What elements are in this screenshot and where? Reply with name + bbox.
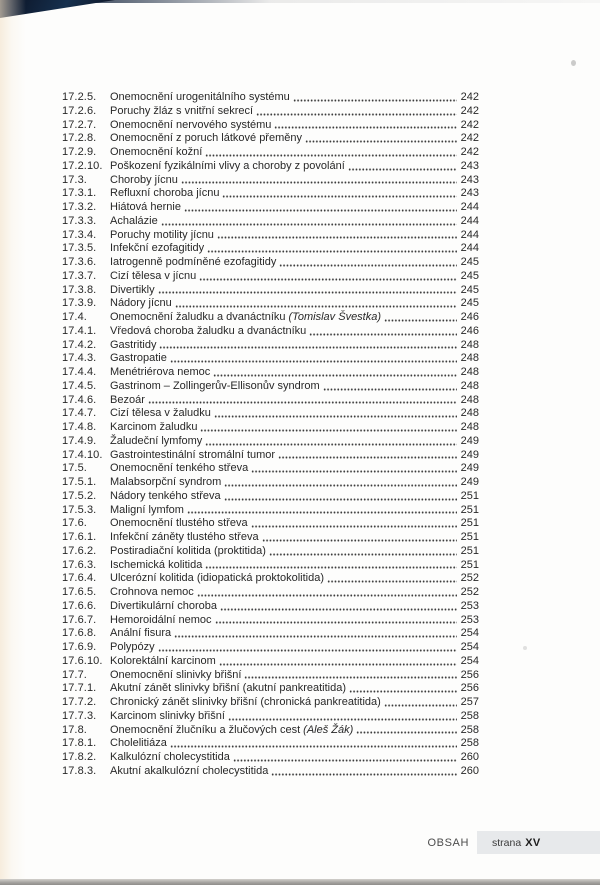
dot-leader	[174, 635, 457, 638]
toc-entry-number: 17.4.1.	[62, 324, 97, 337]
toc-entry	[62, 380, 479, 394]
toc-entry	[62, 407, 479, 421]
toc-entry-page: 245	[460, 269, 479, 282]
toc-entry-page: 244	[460, 242, 479, 255]
toc-entry-number: 17.6.2.	[62, 544, 97, 557]
scan-speck	[523, 646, 527, 650]
toc-entry-number: 17.4.7.	[62, 407, 97, 420]
toc-entry-number: 17.6.6.	[62, 599, 97, 612]
toc-entry	[62, 215, 479, 229]
toc-entry-page: 242	[460, 132, 479, 145]
toc-entry-number: 17.3.8.	[62, 283, 97, 296]
toc-entry-page: 253	[460, 599, 479, 612]
toc-entry-page: 248	[460, 393, 479, 406]
toc-entry-page: 248	[460, 407, 479, 420]
toc-entry-title: Iatrogenně podmíněné ezofagitidy	[110, 256, 277, 268]
toc-entry-number: 17.7.1.	[62, 682, 97, 695]
dot-leader	[323, 388, 457, 391]
toc-entry	[62, 586, 479, 600]
toc-entry	[62, 242, 479, 256]
toc-entry-page: 245	[460, 297, 479, 310]
toc-entry-page: 246	[460, 311, 479, 323]
toc-entry-page: 244	[460, 214, 479, 227]
toc-entry-title: Akutní akalkulózní cholecystitida	[110, 764, 269, 777]
toc-entry	[62, 737, 479, 751]
footer-page-word: strana	[492, 836, 522, 849]
toc-entry-page: 251	[460, 531, 479, 543]
toc-entry-page: 248	[460, 352, 479, 365]
dot-leader	[217, 236, 457, 239]
toc-entry-title: Onemocnění slinivky břišní	[110, 668, 242, 681]
dot-leader	[220, 608, 457, 611]
toc-entry-number: 17.4.9.	[62, 434, 97, 447]
toc-entry-title: Gastritidy	[110, 338, 157, 351]
toc-entry-page: 252	[460, 586, 479, 598]
toc-entry-page: 251	[460, 517, 479, 530]
toc-entry-page: 249	[460, 462, 479, 475]
toc-entry	[62, 394, 479, 408]
dot-leader	[271, 773, 457, 776]
toc-entry-number: 17.6.1.	[62, 531, 97, 543]
dot-leader	[159, 346, 457, 349]
toc-entry-number: 17.4.2.	[62, 338, 97, 351]
dot-leader	[244, 676, 457, 679]
dot-leader	[158, 291, 457, 294]
toc-entry-number: 17.4.10.	[62, 448, 103, 461]
toc-entry-title: Poškození fyzikálními vlivy a choroby z povolání	[110, 159, 345, 172]
toc-entry-title: Achalázie	[110, 214, 158, 227]
dot-leader	[293, 99, 457, 102]
toc-entry-number: 17.8.2.	[62, 751, 97, 763]
dot-leader	[222, 195, 457, 198]
toc-entry-title: Bezoár	[110, 393, 145, 406]
toc-entry-number: 17.3.4.	[62, 228, 97, 241]
toc-entry-title: Žaludeční lymfomy	[110, 434, 203, 447]
toc-entry-page: 251	[460, 489, 479, 502]
dot-leader	[228, 718, 457, 721]
toc-entry-number: 17.3.2.	[62, 201, 97, 213]
toc-entry	[62, 682, 479, 696]
toc-entry-page: 251	[460, 558, 479, 571]
toc-entry-page: 242	[460, 146, 479, 158]
dot-leader	[274, 126, 457, 129]
toc-entry-number: 17.4.4.	[62, 366, 97, 378]
toc-entry-page: 244	[460, 228, 479, 241]
dot-leader	[199, 278, 457, 281]
dot-leader	[233, 759, 457, 762]
toc-entry-page: 242	[460, 104, 479, 117]
toc-entry-page: 248	[460, 379, 479, 392]
toc-entry-page: 246	[460, 324, 479, 337]
toc-entry-title: Chronický zánět slinivky břišní (chronická pankreatitida)	[110, 696, 381, 708]
dot-leader	[251, 525, 457, 528]
toc-entry-number: 17.5.2.	[62, 489, 97, 502]
toc-entry	[62, 146, 479, 160]
toc-entry-number: 17.6.4.	[62, 572, 97, 585]
dot-leader	[251, 470, 457, 473]
toc-entry-title: Ulcerózní kolitida (idiopatická proktokolitida)	[110, 572, 324, 585]
toc-entry-title: Kalkulózní cholecystitida	[110, 751, 230, 763]
toc-entry-page: 252	[460, 572, 479, 585]
toc-entry-title: Infekční ezofagitidy	[110, 242, 205, 255]
dot-leader	[262, 539, 457, 542]
toc-entry	[62, 765, 479, 779]
toc-entry-page: 245	[460, 283, 479, 296]
page-left-edge-tint	[0, 0, 26, 885]
toc-entry-title: Postiradiační kolitida (proktitida)	[110, 544, 266, 557]
toc-entry-title: Menétriérova nemoc	[110, 366, 211, 378]
toc-entry	[62, 132, 479, 146]
dot-leader	[205, 154, 457, 157]
toc-entry-title: Karcinom žaludku	[110, 421, 198, 433]
toc-entry-number: 17.8.1.	[62, 737, 97, 750]
toc-entry-number: 17.3.3.	[62, 214, 97, 227]
toc-entry-author: (Tomislav Švestka)	[288, 311, 382, 323]
toc-entry-page: 254	[460, 654, 479, 667]
toc-entry-page: 260	[460, 764, 479, 777]
dot-leader	[348, 168, 457, 171]
toc-entry-number: 17.5.3.	[62, 503, 97, 516]
toc-entry-number: 17.2.10.	[62, 159, 103, 172]
scan-speck	[571, 60, 576, 66]
toc-entry	[62, 105, 479, 119]
toc-entry-title: Poruchy žláz s vnitřní sekrecí	[110, 104, 254, 117]
toc-entry-number: 17.6.5.	[62, 586, 97, 598]
dot-leader	[170, 360, 457, 363]
toc-entry-page: 244	[460, 201, 479, 213]
toc-entry-title: Onemocnění kožní	[110, 146, 203, 158]
toc-entry	[62, 627, 479, 641]
dot-leader	[184, 209, 457, 212]
dot-leader	[224, 484, 457, 487]
dot-leader	[219, 663, 457, 666]
toc-entry-number: 17.7.	[62, 668, 87, 681]
toc-entry	[62, 559, 479, 573]
dot-leader	[170, 745, 457, 748]
toc-entry-title: Ischemická kolitida	[110, 558, 203, 571]
toc-entry-title: Cholelitiáza	[110, 737, 167, 750]
toc-entry-title: Onemocnění urogenitálního systému	[110, 91, 290, 103]
toc-entry-page: 254	[460, 641, 479, 653]
toc-entry-page: 251	[460, 503, 479, 516]
dot-leader	[279, 264, 457, 267]
toc-entry-number: 17.3.5.	[62, 242, 97, 255]
toc-entry	[62, 724, 479, 738]
dot-leader	[158, 649, 457, 652]
toc-entry-title: Crohnova nemoc	[110, 586, 194, 598]
dot-leader	[148, 401, 457, 404]
toc-entry	[62, 710, 479, 724]
toc-entry	[62, 421, 479, 435]
toc-entry-number: 17.2.6.	[62, 104, 97, 117]
toc-entry	[62, 449, 479, 463]
toc-entry-number: 17.7.3.	[62, 709, 97, 722]
toc-entry	[62, 572, 479, 586]
dot-leader	[349, 690, 457, 693]
toc-entry-title: Divertikulární choroba	[110, 599, 217, 612]
dot-leader	[215, 621, 458, 624]
toc-entry	[62, 256, 479, 270]
toc-entry	[62, 270, 479, 284]
toc-entry	[62, 600, 479, 614]
footer-page-box	[477, 831, 600, 854]
toc-entry	[62, 160, 479, 174]
dot-leader	[197, 594, 457, 597]
toc-entry	[62, 517, 479, 531]
toc-entry-number: 17.4.8.	[62, 421, 97, 433]
toc-entry-title: Nádory tenkého střeva	[110, 489, 221, 502]
toc-entry-number: 17.8.3.	[62, 764, 97, 777]
toc-entry-number: 17.6.3.	[62, 558, 97, 571]
toc-entry-title: Cizí tělesa v jícnu	[110, 269, 197, 282]
toc-entry-number: 17.5.1.	[62, 476, 97, 488]
toc-entry-number: 17.6.9.	[62, 641, 97, 653]
toc-entry	[62, 751, 479, 765]
toc-entry-page: 242	[460, 118, 479, 131]
toc-entry	[62, 641, 479, 655]
toc-entry	[62, 201, 479, 215]
toc-entry-number: 17.5.	[62, 462, 87, 475]
dot-leader	[356, 731, 457, 734]
dot-leader	[309, 333, 457, 336]
toc-entry-title: Gastropatie	[110, 352, 167, 365]
toc-entry-page: 256	[460, 668, 479, 681]
toc-entry-page: 253	[460, 613, 479, 626]
toc-entry	[62, 490, 479, 504]
toc-entry	[62, 284, 479, 298]
dot-leader	[200, 429, 457, 432]
toc-entry	[62, 366, 479, 380]
toc-entry-number: 17.3.7.	[62, 269, 97, 282]
toc-entry-title: Onemocnění z poruch látkové přeměny	[110, 132, 302, 145]
toc-entry-number: 17.4.3.	[62, 352, 97, 365]
footer-page-number: XV	[525, 836, 541, 849]
toc-entry-page: 258	[460, 723, 479, 736]
dot-leader	[256, 113, 457, 116]
toc-entry-page: 258	[460, 709, 479, 722]
dot-leader	[224, 498, 457, 501]
toc-entry-title: Kolorektální karcinom	[110, 654, 216, 667]
toc-entry-title: Cizí tělesa v žaludku	[110, 407, 211, 420]
toc-entry-page: 258	[460, 737, 479, 750]
toc-entry-page: 243	[460, 173, 479, 186]
toc-entry-title: Malabsorpční syndrom	[110, 476, 222, 488]
toc-entry-title: Choroby jícnu	[110, 173, 178, 186]
toc-entry-number: 17.7.2.	[62, 696, 97, 708]
dot-leader	[305, 140, 457, 143]
toc-entry-page: 242	[460, 91, 479, 103]
toc-entry	[62, 339, 479, 353]
toc-entry-page: 245	[460, 256, 479, 268]
toc-entry	[62, 476, 479, 490]
dot-leader	[207, 250, 457, 253]
dot-leader	[175, 305, 457, 308]
toc-entry-page: 243	[460, 187, 479, 200]
toc-entry-title: Maligní lymfom	[110, 503, 184, 516]
toc-entry	[62, 435, 479, 449]
toc-entry	[62, 91, 479, 105]
toc-entry-page: 260	[460, 751, 479, 763]
toc-entry	[62, 297, 479, 311]
dot-leader	[278, 456, 457, 459]
toc-entry	[62, 655, 479, 669]
dot-leader	[205, 566, 457, 569]
toc-entry-title: Poruchy motility jícnu	[110, 228, 214, 241]
dot-leader	[181, 181, 457, 184]
toc-entry-number: 17.8.	[62, 723, 87, 736]
toc-entry-number: 17.3.	[62, 173, 87, 186]
toc-entry-title: Polypózy	[110, 641, 155, 653]
toc-entry-number: 17.6.8.	[62, 627, 97, 640]
toc-entry-title: Onemocnění nervového systému	[110, 118, 272, 131]
toc-entry-title: Divertikly	[110, 283, 155, 296]
toc-entry-page: 254	[460, 627, 479, 640]
toc-entry	[62, 187, 479, 201]
toc-entry	[62, 311, 479, 325]
toc-entry-title: Onemocnění tlustého střeva	[110, 517, 248, 530]
toc-entry-title: Hiátová hernie	[110, 201, 181, 213]
dot-leader	[269, 553, 457, 556]
toc-entry-title: Infekční záněty tlustého střeva	[110, 531, 259, 543]
toc-entry	[62, 696, 479, 710]
toc-entry-title: Gastrinom – Zollingerův-Ellisonův syndrom	[110, 379, 320, 392]
toc-entry-title: Hemoroidální nemoc	[110, 613, 212, 626]
dot-leader	[384, 319, 457, 322]
toc-entry-page: 256	[460, 682, 479, 695]
toc-entry-number: 17.6.10.	[62, 654, 103, 667]
toc-entry	[62, 229, 479, 243]
toc-entry-page: 249	[460, 448, 479, 461]
toc-entry	[62, 352, 479, 366]
toc-entry	[62, 174, 479, 188]
toc-entry-title: Karcinom slinivky břišní	[110, 709, 225, 722]
toc-entry-number: 17.3.1.	[62, 187, 97, 200]
toc-entry-page: 243	[460, 159, 479, 172]
toc-entry-title: Anální fisura	[110, 627, 172, 640]
footer-section-label: OBSAH	[427, 836, 469, 849]
toc-entry-page: 249	[460, 434, 479, 447]
toc-entry-title: Gastrointestinální stromální tumor	[110, 448, 276, 461]
toc-entry-number: 17.4.6.	[62, 393, 97, 406]
toc-entry-page: 248	[460, 338, 479, 351]
toc-entry-title: Onemocnění žlučníku a žlučových cest	[110, 723, 301, 736]
toc-entry-page: 257	[460, 696, 479, 708]
dot-leader	[187, 511, 457, 514]
dot-leader	[213, 374, 457, 377]
page-footer	[0, 831, 600, 854]
toc-entry-title: Vředová choroba žaludku a dvanáctníku	[110, 324, 307, 337]
toc-entry-number: 17.4.5.	[62, 379, 97, 392]
toc-entry-number: 17.3.9.	[62, 297, 97, 310]
toc-entry-page: 248	[460, 366, 479, 378]
dot-leader	[205, 443, 457, 446]
toc-entry-author: (Aleš Žák)	[303, 723, 354, 736]
dot-leader	[161, 223, 457, 226]
toc-entry-title: Onemocnění žaludku a dvanáctníku	[110, 311, 286, 323]
toc-entry-title: Onemocnění tenkého střeva	[110, 462, 249, 475]
toc-entry-page: 249	[460, 476, 479, 488]
dot-leader	[327, 580, 457, 583]
toc-entry-number: 17.6.	[62, 517, 87, 530]
toc-entry	[62, 614, 479, 628]
toc-entry	[62, 669, 479, 683]
toc-entry-number: 17.2.9.	[62, 146, 97, 158]
toc-entry-page: 248	[460, 421, 479, 433]
toc-entry-title: Akutní zánět slinivky břišní (akutní pankreatitida)	[110, 682, 347, 695]
toc-entry-number: 17.2.8.	[62, 132, 97, 145]
toc-entry	[62, 119, 479, 133]
toc-entry	[62, 504, 479, 518]
dot-leader	[214, 415, 457, 418]
toc-entry-title: Refluxní choroba jícnu	[110, 187, 220, 200]
toc-list	[62, 91, 479, 779]
toc-entry-number: 17.4.	[62, 311, 87, 323]
toc-entry	[62, 531, 479, 545]
toc-entry-number: 17.2.7.	[62, 118, 97, 131]
toc-entry-number: 17.2.5.	[62, 91, 97, 103]
toc-entry-title: Nádory jícnu	[110, 297, 172, 310]
toc-entry-number: 17.6.7.	[62, 613, 97, 626]
toc-entry	[62, 462, 479, 476]
toc-entry-page: 251	[460, 544, 479, 557]
toc-entry	[62, 545, 479, 559]
dot-leader	[384, 704, 457, 707]
page-bottom-edge-shadow	[0, 879, 600, 885]
toc-entry	[62, 325, 479, 339]
toc-entry-number: 17.3.6.	[62, 256, 97, 268]
